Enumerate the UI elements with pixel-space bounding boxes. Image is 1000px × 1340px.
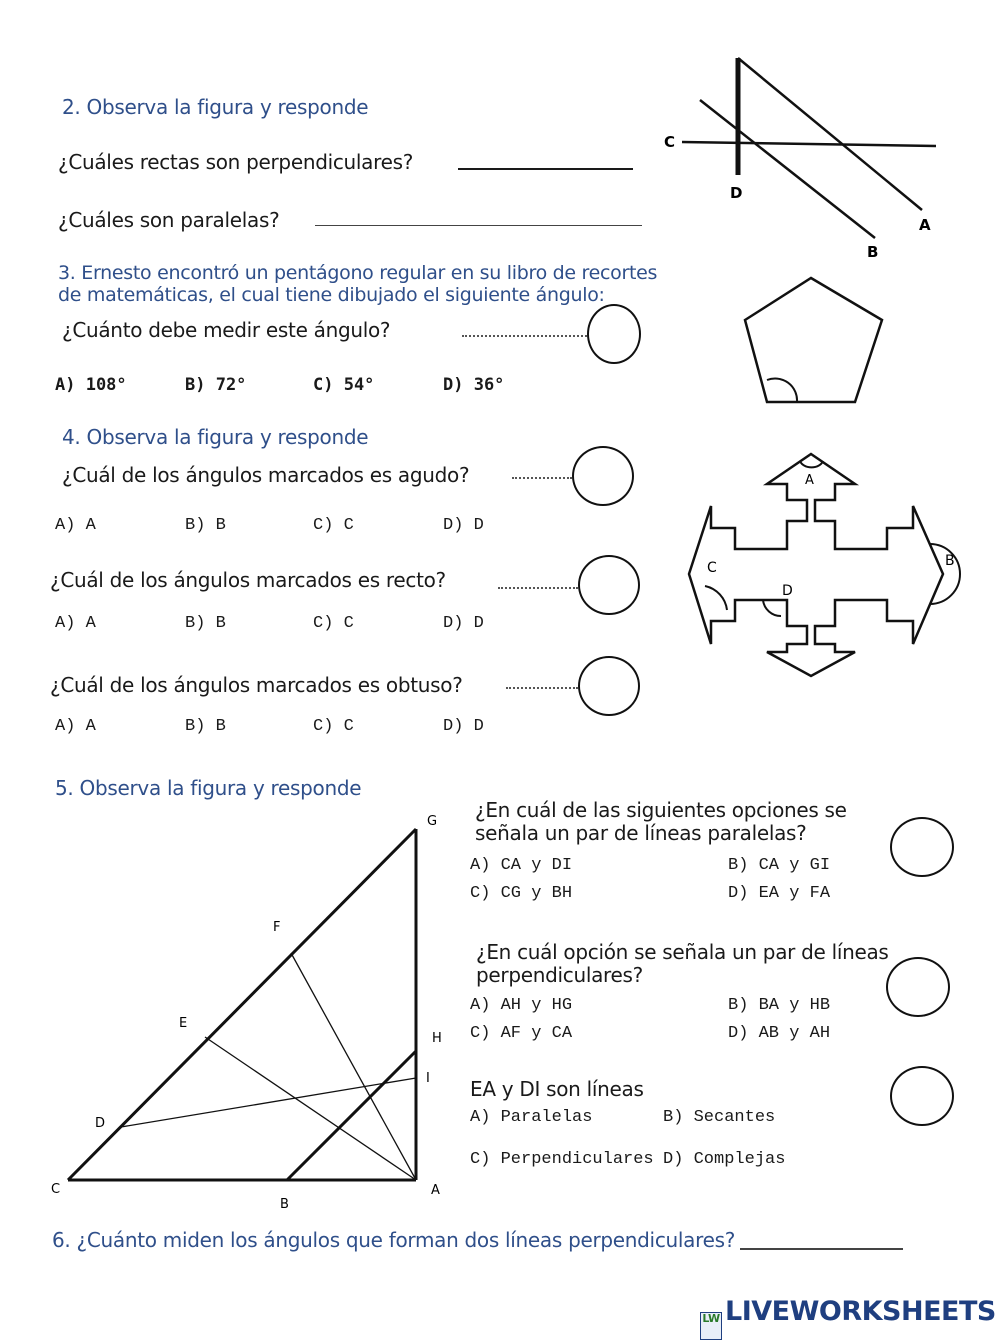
cross-arrow-figure [685, 448, 975, 683]
q5a-question-line2: señala un par de líneas paralelas? [475, 821, 807, 845]
q4-obtuse-option-b[interactable]: B) B [185, 717, 226, 736]
q5c-answer-circle[interactable] [890, 1066, 954, 1126]
q5b-option-d[interactable]: D) AB y AH [728, 1024, 831, 1043]
q2-header: 2. Observa la figura y responde [62, 95, 369, 119]
q4-question-right: ¿Cuál de los ángulos marcados es recto? [50, 568, 446, 592]
q4-dotted-leader-right [498, 587, 578, 589]
point-f: F [273, 920, 281, 935]
q4-right-option-d[interactable]: D) D [443, 614, 484, 633]
point-g: G [427, 814, 438, 829]
q3-question: ¿Cuánto debe medir este ángulo? [62, 318, 391, 342]
line-a [738, 58, 922, 210]
q5a-option-d[interactable]: D) EA y FA [728, 884, 831, 903]
pentagon-shape [745, 278, 882, 402]
angle-d-arc [763, 600, 781, 616]
q5c-option-b[interactable]: B) Secantes [663, 1108, 776, 1127]
segment-bh [287, 1051, 416, 1180]
q5a-question-line1: ¿En cuál de las siguientes opciones se [475, 798, 847, 822]
point-a: A [431, 1183, 440, 1198]
q4-obtuse-option-d[interactable]: D) D [443, 717, 484, 736]
angle-c-arc [705, 586, 727, 610]
q5b-option-a[interactable]: A) AH y HG [470, 996, 573, 1015]
point-b: B [280, 1197, 289, 1212]
cross-label-d: D [782, 583, 793, 599]
q5b-question-line2: perpendiculares? [476, 963, 643, 987]
point-c: C [51, 1182, 61, 1197]
angle-a-arc [800, 461, 823, 467]
liveworksheets-logo [700, 1296, 996, 1340]
q5a-option-a[interactable]: A) CA y DI [470, 856, 573, 875]
segment-di [121, 1078, 416, 1127]
q3-header-line2: de matemáticas, el cual tiene dibujado el siguiente ángulo: [58, 284, 605, 306]
q4-question-obtuse: ¿Cuál de los ángulos marcados es obtuso? [50, 673, 463, 697]
q4-obtuse-option-a[interactable]: A) A [55, 717, 96, 736]
q5c-question: EA y DI son líneas [470, 1077, 644, 1101]
q4-acute-option-d[interactable]: D) D [443, 516, 484, 535]
q5b-answer-circle[interactable] [886, 957, 950, 1017]
line-b [700, 100, 875, 238]
q5b-option-b[interactable]: B) BA y HB [728, 996, 831, 1015]
q4-acute-option-c[interactable]: C) C [313, 516, 354, 535]
q4-header: 4. Observa la figura y responde [62, 425, 369, 449]
q4-answer-circle-obtuse[interactable] [578, 656, 640, 716]
q3-header-line1: 3. Ernesto encontró un pentágono regular en su libro de recortes [58, 262, 658, 284]
cross-label-b: B [945, 553, 955, 569]
q5a-answer-circle[interactable] [890, 817, 954, 877]
q4-acute-option-b[interactable]: B) B [185, 516, 226, 535]
q3-option-a[interactable]: A) 108° [55, 375, 127, 395]
q2-answer-parallel[interactable] [315, 225, 642, 226]
q5c-option-a[interactable]: A) Paralelas [470, 1108, 593, 1127]
point-e: E [179, 1016, 188, 1031]
lw-brand-name: LIVEWORKSHEETS [725, 1296, 996, 1327]
cross-label-c: C [707, 560, 717, 576]
line-c [682, 142, 936, 146]
q5b-option-c[interactable]: C) AF y CA [470, 1024, 573, 1043]
q2-question-parallel: ¿Cuáles son paralelas? [58, 208, 280, 232]
q4-question-acute: ¿Cuál de los ángulos marcados es agudo? [62, 463, 470, 487]
q4-dotted-leader-obtuse [506, 687, 578, 689]
q4-right-option-b[interactable]: B) B [185, 614, 226, 633]
label-b: B [867, 243, 879, 261]
q4-answer-circle-right[interactable] [578, 555, 640, 615]
point-i: I [426, 1071, 430, 1086]
q4-acute-option-a[interactable]: A) A [55, 516, 96, 535]
q4-right-option-a[interactable]: A) A [55, 614, 96, 633]
q3-dotted-leader [462, 335, 587, 337]
q3-option-d[interactable]: D) 36° [443, 375, 505, 395]
q4-right-option-c[interactable]: C) C [313, 614, 354, 633]
label-c: C [664, 133, 676, 151]
q2-answer-perpendicular[interactable] [458, 168, 633, 170]
q4-answer-circle-acute[interactable] [572, 446, 634, 506]
q5c-option-d[interactable]: D) Complejas [663, 1150, 786, 1169]
cross-label-a: A [805, 473, 814, 488]
pentagon-figure [735, 270, 895, 410]
q4-dotted-leader-acute [512, 477, 572, 479]
q6-answer-line[interactable] [740, 1248, 903, 1250]
q3-answer-circle[interactable] [587, 304, 641, 364]
triangle-figure [45, 805, 455, 1215]
q3-option-b[interactable]: B) 72° [185, 375, 247, 395]
segment-fa [291, 953, 416, 1180]
point-h: H [432, 1031, 442, 1046]
q5a-option-c[interactable]: C) CG y BH [470, 884, 573, 903]
q5-header: 5. Observa la figura y responde [55, 776, 362, 800]
segment-cg [68, 829, 416, 1180]
q2-question-perpendicular: ¿Cuáles rectas son perpendiculares? [58, 150, 414, 174]
q5b-question-line1: ¿En cuál opción se señala un par de líneas [476, 940, 889, 964]
q3-option-c[interactable]: C) 54° [313, 375, 375, 395]
lw-icon: LW [700, 1312, 722, 1340]
point-d: D [95, 1116, 106, 1131]
label-a: A [919, 216, 931, 234]
q5a-option-b[interactable]: B) CA y GI [728, 856, 831, 875]
q4-obtuse-option-c[interactable]: C) C [313, 717, 354, 736]
pentagon-angle-arc [767, 378, 797, 402]
q5c-option-c[interactable]: C) Perpendiculares [470, 1150, 654, 1169]
q2-lines-figure [660, 50, 950, 265]
label-d: D [730, 184, 743, 202]
cross-arrow-shape [689, 454, 943, 676]
q6-question: 6. ¿Cuánto miden los ángulos que forman dos líneas perpendiculares? [52, 1228, 736, 1252]
